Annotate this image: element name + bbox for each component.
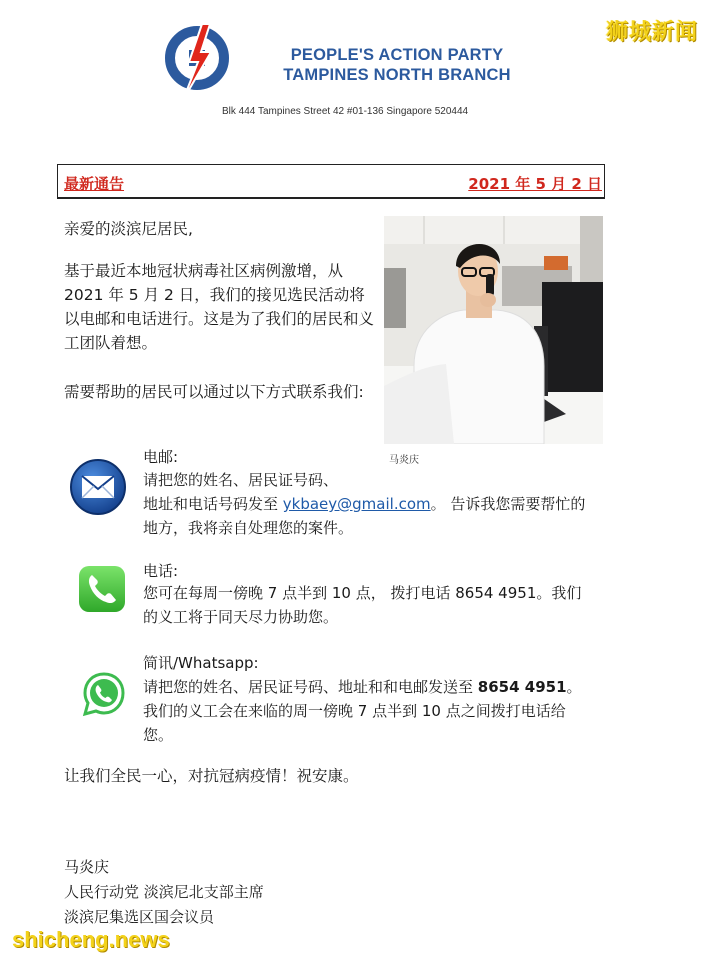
email-text-pre: 地址和电话号码发至 <box>143 495 283 513</box>
phone-icon <box>78 565 126 613</box>
closing-line: 让我们全民一心，对抗冠病疫情！祝安康。 <box>64 767 359 785</box>
phone-text-line1: 您可在每周一傍晚 7 点半到 10 点， 拨打电话 8654 4951。我们 <box>143 584 582 602</box>
whatsapp-icon <box>81 671 127 717</box>
notice-label: 最新通告 <box>64 175 125 193</box>
watermark-top: 狮城新闻 <box>605 20 698 45</box>
greeting: 亲爱的淡滨尼居民, <box>64 220 193 238</box>
photo-caption: 马炎庆 <box>389 455 419 466</box>
phone-text-line2: 的义工将于同天尽力协助您。 <box>143 608 339 626</box>
email-section-text <box>143 468 623 540</box>
notice-date: 2021 年 5 月 2 日 <box>468 175 602 193</box>
email-text-line1: 请把您的姓名、居民证号码、 <box>143 471 339 489</box>
phone-section-text <box>143 581 623 629</box>
whatsapp-section-title: 简讯/Whatsapp: <box>143 654 259 672</box>
notice-paragraph: 基于最近本地冠状病毒社区病例激增，从 2021 年 5 月 2 日，我们的接见选民活动将以电邮和电话进行。这是为了我们的居民和义工团队着想。 <box>64 262 375 352</box>
whatsapp-text-line2: 我们的义工会在来临的周一傍晚 7 点半到 10 点之间拨打电话给 <box>143 702 566 720</box>
email-text-line2 <box>143 492 623 516</box>
email-text-post: 。 告诉我您需要帮忙的 <box>430 495 586 513</box>
pap-logo <box>165 22 229 100</box>
whatsapp-text-line1 <box>143 675 623 699</box>
branch-address: Blk 444 Tampines Street 42 #01-136 Singapore 520444 <box>222 106 469 117</box>
branch-name: TAMPINES NORTH BRANCH <box>283 66 511 84</box>
whatsapp-section-text <box>143 675 623 747</box>
notice-bar-divider <box>57 197 605 199</box>
whatsapp-text-line3: 您。 <box>143 726 174 744</box>
watermark-bottom: shicheng.news <box>12 927 170 952</box>
whatsapp-number: 8654 4951 <box>477 678 567 696</box>
signature-role1: 人民行动党 淡滨尼北支部主席 <box>64 883 264 901</box>
email-section-title: 电邮: <box>143 448 179 466</box>
signature-role2: 淡滨尼集选区国会议员 <box>64 908 215 926</box>
contact-intro-paragraph: 需要帮助的居民可以通过以下方式联系我们: <box>64 383 364 401</box>
mp-photo <box>384 216 603 444</box>
email-address-link[interactable]: ykbaey@gmail.com <box>282 495 431 513</box>
signature-name: 马炎庆 <box>64 858 110 876</box>
email-text-line3: 地方，我将亲自处理您的案件。 <box>143 519 354 537</box>
signature-block <box>64 855 264 930</box>
whatsapp-text-post: 。 <box>566 678 582 696</box>
org-name: PEOPLE'S ACTION PARTY <box>290 46 504 64</box>
whatsapp-text-pre: 请把您的姓名、居民证号码、地址和和电邮发送至 <box>143 678 478 696</box>
envelope-icon <box>69 458 127 516</box>
phone-section-title: 电话: <box>143 562 179 580</box>
